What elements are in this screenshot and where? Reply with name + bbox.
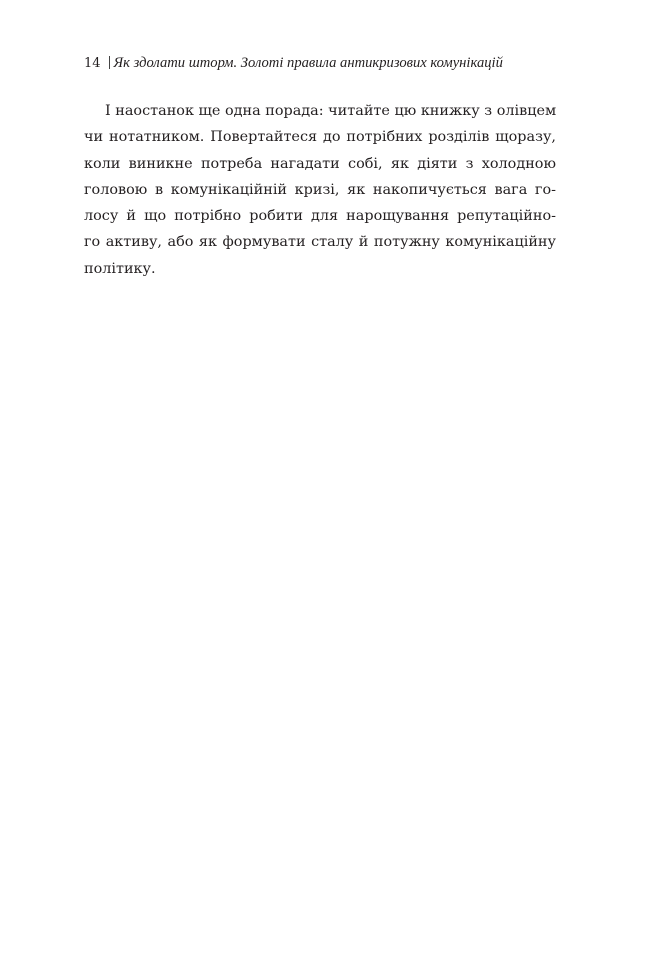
paragraph-line: лосу й що потрібно робити для нарощування репутаційно-: [84, 208, 556, 225]
page-number: 14: [84, 56, 101, 71]
paragraph-line: коли виникне потреба нагадати собі, як діяти з холодною: [84, 155, 556, 172]
paragraph-line: го активу, або як формувати сталу й потужну комунікаційну: [84, 234, 556, 251]
paragraph-line: чи нотатником. Повертайтеся до потрібних розділів щоразу,: [84, 129, 556, 146]
paragraph-line: головою в комунікаційній кризі, як накопичується вага го-: [84, 181, 556, 198]
header-separator: [109, 56, 110, 69]
running-head: [84, 54, 564, 76]
body-paragraph: [84, 98, 556, 282]
paragraph-line: І наостанок ще одна порада: читайте цю книжку з олівцем: [105, 103, 556, 119]
paragraph-line: політику.: [84, 260, 156, 277]
book-title: Як здолати шторм. Золоті правила антикризових комунікацій: [113, 55, 503, 71]
